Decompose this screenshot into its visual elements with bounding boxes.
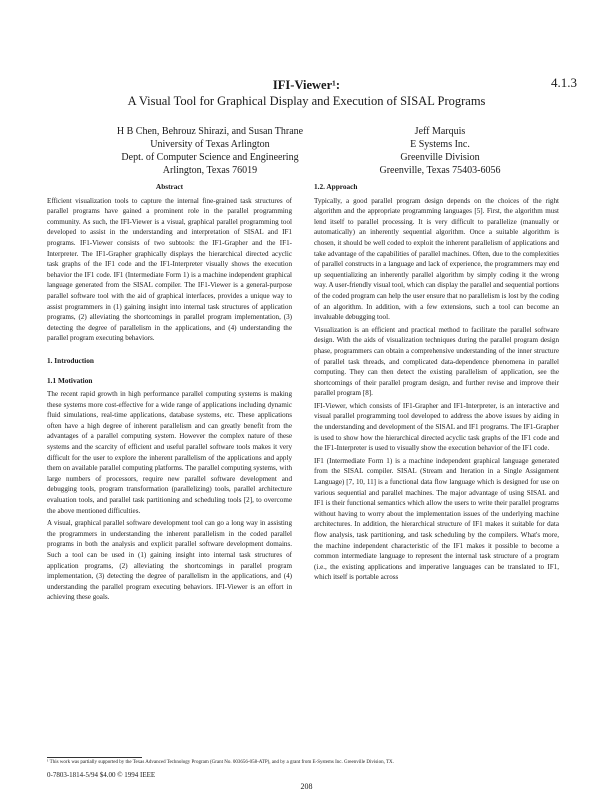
- section-1-2-heading: 1.2. Approach: [314, 182, 358, 191]
- affiliation-division: Greenville Division: [400, 152, 480, 163]
- title-block: [0, 78, 613, 109]
- copyright-line: 0-7803-1814-5/94 $4.00 © 1994 IEEE: [47, 771, 156, 779]
- affiliation-company: E Systems Inc.: [410, 139, 470, 150]
- approach-paragraph-2: Visualization is an efficient and practical method to facilitate the parallel software design. With the aids of visualization techniques during the parallel program design phase, programmers can obtain a comprehensive understanding of the inner structure of parallel task threads, and complicated data-dependence phenomena in parallel computing. They can then detect the existing parallelism of application, see the shortcomings of their parallel program design, and further revise and improve their parallel program [8].: [314, 325, 559, 398]
- section-1-1-heading: 1.1 Motivation: [47, 375, 93, 385]
- footnote-rule: [47, 757, 142, 758]
- author-names-right: Jeff Marquis: [414, 126, 466, 137]
- page-label: 4.1.3: [551, 75, 577, 90]
- authors-right: [330, 125, 550, 177]
- left-column: [47, 182, 292, 605]
- affiliation-university: University of Texas Arlington: [150, 139, 270, 150]
- motivation-paragraph-1: The recent rapid growth in high performance parallel computing systems is making these systems more cost-effective for a wide range of applications including dynamic fluid simulations, real-time applications, database systems, etc. These applications often have a high degree of inherent parallelism and can greatly benefit from the advantages of a parallel computing system. However the complex nature of these systems and the scarcity of efficient and useful parallel software tools makes it very difficult for the user to explore the inherent parallelism of the applications and apply them on available parallel computing platforms. The parallel computing systems, with large numbers of processors, require new parallel software development and debugging tools, program transformation (parallelizing) tools, parallel architecture evaluation tools, and parallel task partitioning and scheduling tools [2], to overcome the above mentioned difficulties.: [47, 390, 292, 515]
- paper-title: IFI-Viewer¹:: [272, 78, 341, 92]
- paper-subtitle: A Visual Tool for Graphical Display and Execution of SISAL Programs: [127, 94, 486, 108]
- abstract-heading: Abstract: [155, 182, 184, 191]
- right-column: [314, 182, 559, 585]
- authors-left: [85, 125, 335, 177]
- section-1-heading: 1. Introduction: [47, 355, 94, 365]
- approach-paragraph-4: IF1 (Intermediate Form 1) is a machine independent graphical language generated from the SISAL compiler. SISAL (Stream and Iteration in a Single Assignment Language) [7, 10, 11] is a functional data flow language which is designed for use on various sequential and parallel machines. The major advantage of using SISAL and IF1 is their functional semantics which allow the users to write their parallel programs without having to worry about the implementation issues of the underlying machine architectures. In addition, the hierarchical structure of IF1 makes it suitable for data flow analysis, task partitioning, and task scheduling by the compilers. What's more, the machine independent characteristic of the IF1 makes it possible to become a common intermediate language to represent the internal task structure of a program (i.e., the existing applications and imperative languages can be translated to IF1, which itself is portable across: [314, 456, 559, 582]
- affiliation-city-right: Greenville, Texas 75403-6056: [379, 165, 501, 176]
- author-names-left: H B Chen, Behrouz Shirazi, and Susan Thrane: [116, 126, 304, 137]
- approach-paragraph-1: Typically, a good parallel program design depends on the choices of the right algorithm and the appropriate programming languages [5]. First, the algorithm must lend itself to parallel processing. It is very difficult to parallelize (manually or automatically) an inherently sequential algorithm. Once a suitable algorithm is chosen, it should be well coded to exploit the inherent parallelism of applications and take advantage of the capabilities of parallel machines. Often, due to the complexities of parallel constructs in a language and lack of experience, the programmers may end up sequentializing an inherently parallel algorithm by simply coding it the wrong way. A user-friendly visual tool, which can display the parallel and sequential portions of the coded program can help the user ensure that no parallelism is lost by the coding of an algorithm. In addition, with a few extensions, such a tool can become an invaluable debugging tool.: [314, 196, 559, 322]
- approach-paragraph-3: IFI-Viewer, which consists of IF1-Grapher and IF1-Interpreter, is an interactive and visual parallel programming tool developed to address the above issues by aiding in the understanding and development of the SISAL and IF1 programs. The IF1-Grapher is used to show how the hierarchical directed acyclic task graphs of the IF1 code and the IF1-Interpreter is used to visually show the execution behavior of the IF1 code.: [314, 401, 559, 453]
- page-number: 208: [300, 782, 313, 791]
- abstract-text: Efficient visualization tools to capture the internal fine-grained task structures of parallel programs have gained a prominent role in the parallel programming community. As such, the IFI-Viewer is a visual, graphical parallel programming tool developed to assist in the understanding and interpretation of SISAL and IF1 programs. IF1-Viewer consists of two subtools: the IF1-Grapher and the IF1-Interpreter. The IF1-Grapher graphically displays the hierarchical directed acyclic task graphs of the IF1 code and the IF1-Interpreter visually shows the execution behavior the IF1 code. IF1 (Intermediate Form 1) is a machine independent graphical language generated from the SISAL compiler. The IF1-Viewer is a general-purpose parallel software tool with the aid of graphical interfaces, provides a unique way to assist programmers in (1) gaining insight into internal task structures of application programs, (2) alleviating the shortcomings in parallel program implementation, (3) detecting the degree of parallelism in the applications, and (4) understanding the parallel program executing behaviors.: [47, 196, 292, 343]
- motivation-paragraph-2: A visual, graphical parallel software development tool can go a long way in assisting the programmers in understanding the inherent parallelism in the coded parallel programs in both the analysis and explicit parallel software development domains. Such a tool can be used in (1) gaining insight into internal task structures of application programs, (2) alleviating the shortcomings in parallel program implementation, (3) detecting the degree of parallelism in the applications, and (4) understanding the parallel program executing behaviors. IFI-Viewer is an effort in achieving these goals.: [47, 519, 292, 602]
- footnote: ¹ This work was partially supported by the Texas Advanced Technology Program (Grant No. 003656-058-ATP), and by a grant from E-Systems Inc. Greenville Division, TX.: [47, 760, 394, 765]
- affiliation-department: Dept. of Computer Science and Engineering: [121, 152, 299, 163]
- affiliation-city-left: Arlington, Texas 76019: [162, 165, 258, 176]
